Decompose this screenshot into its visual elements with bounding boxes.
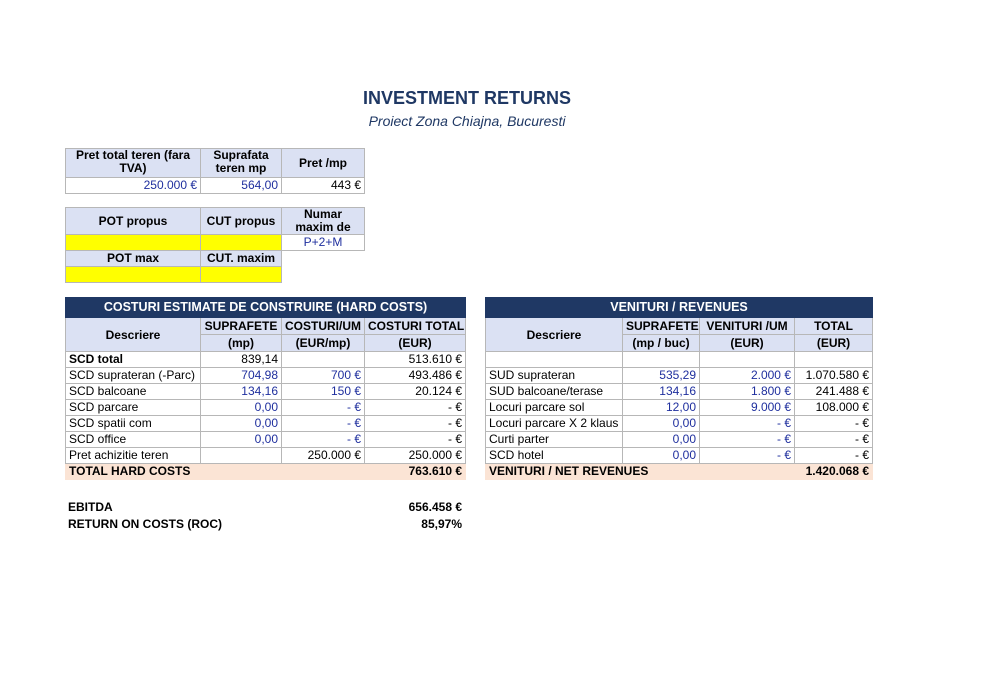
rev-area[interactable]: 0,00 (623, 432, 700, 448)
empty-cell (282, 251, 365, 267)
cut-maxim-header: CUT. maxim (201, 251, 282, 267)
hc-header-costuri-um-unit: (EUR/mp) (282, 335, 365, 352)
rev-unit[interactable]: - € (700, 448, 795, 464)
rev-unit[interactable]: - € (700, 432, 795, 448)
table-row (486, 416, 873, 432)
land-area[interactable]: 564,00 (201, 178, 282, 194)
table-row (66, 432, 466, 448)
hc-desc: Pret achizitie teren (66, 448, 201, 464)
hc-header-descriere: Descriere (66, 318, 201, 352)
table-row (66, 368, 466, 384)
hc-total[interactable]: 493.486 € (365, 368, 466, 384)
hc-unit[interactable]: 700 € (282, 368, 365, 384)
hc-area[interactable]: 0,00 (201, 432, 282, 448)
rev-desc (486, 352, 623, 368)
rev-unit[interactable]: 9.000 € (700, 400, 795, 416)
rev-total-label: VENITURI / NET REVENUES (486, 464, 795, 480)
table-row (486, 368, 873, 384)
hc-total[interactable]: 513.610 € (365, 352, 466, 368)
hc-total-value[interactable]: 763.610 € (365, 464, 466, 480)
rev-total[interactable] (795, 352, 873, 368)
ebitda-value[interactable]: 656.458 € (408, 500, 462, 514)
hc-area[interactable]: 0,00 (201, 416, 282, 432)
hc-header-costuri-um: COSTURI/UM (282, 318, 365, 335)
rev-area[interactable]: 0,00 (623, 448, 700, 464)
rev-total[interactable]: 1.070.580 € (795, 368, 873, 384)
rev-total[interactable]: - € (795, 432, 873, 448)
summary-table (65, 499, 465, 533)
hc-desc: SCD spatii com (66, 416, 201, 432)
pot-max-header: POT max (66, 251, 201, 267)
hc-unit[interactable] (282, 352, 365, 368)
rev-desc: Locuri parcare X 2 klaus (486, 416, 623, 432)
roc-value[interactable]: 85,97% (421, 517, 462, 531)
rev-header-total-unit: (EUR) (795, 335, 873, 352)
rev-desc: SUD suprateran (486, 368, 623, 384)
pot-propus-header: POT propus (66, 208, 201, 235)
regim-inaltime-value[interactable]: P+2+M (282, 235, 365, 251)
table-row (486, 448, 873, 464)
hc-unit[interactable]: 250.000 € (282, 448, 365, 464)
pot-propus-input[interactable] (66, 235, 201, 251)
rev-total[interactable]: 241.488 € (795, 384, 873, 400)
table-row (66, 352, 466, 368)
table-row (66, 400, 466, 416)
hc-area[interactable]: 0,00 (201, 400, 282, 416)
table-row (66, 416, 466, 432)
rev-total-row (486, 464, 873, 480)
cut-maxim-input[interactable] (201, 267, 282, 283)
rev-header-suprafete: SUPRAFETE (623, 318, 700, 335)
hc-total[interactable]: - € (365, 400, 466, 416)
land-header-area: Suprafata teren mp (201, 149, 282, 178)
land-header-price-per-mp: Pret /mp (282, 149, 365, 178)
hard-costs-table (65, 297, 466, 480)
hc-unit[interactable]: - € (282, 416, 365, 432)
rev-area[interactable]: 535,29 (623, 368, 700, 384)
hc-area[interactable] (201, 448, 282, 464)
rev-total[interactable]: - € (795, 448, 873, 464)
hc-area[interactable]: 134,16 (201, 384, 282, 400)
hc-header-suprafete: SUPRAFETE (201, 318, 282, 335)
hc-total[interactable]: - € (365, 416, 466, 432)
rev-area[interactable]: 12,00 (623, 400, 700, 416)
rev-total[interactable]: 108.000 € (795, 400, 873, 416)
rev-area[interactable]: 0,00 (623, 416, 700, 432)
page-title: INVESTMENT RETURNS (362, 88, 571, 108)
rev-header-descriere: Descriere (486, 318, 623, 352)
hc-unit[interactable]: - € (282, 432, 365, 448)
table-row (486, 400, 873, 416)
hc-total-label: TOTAL HARD COSTS (66, 464, 365, 480)
hc-desc: SCD parcare (66, 400, 201, 416)
ebitda-label: EBITDA (68, 500, 113, 514)
hc-total[interactable]: - € (365, 432, 466, 448)
rev-area[interactable] (623, 352, 700, 368)
hc-desc: SCD balcoane (66, 384, 201, 400)
hard-costs-title: COSTURI ESTIMATE DE CONSTRUIRE (HARD COSTS) (66, 298, 466, 318)
hc-area[interactable]: 839,14 (201, 352, 282, 368)
hc-total[interactable]: 20.124 € (365, 384, 466, 400)
table-row (486, 432, 873, 448)
rev-unit[interactable] (700, 352, 795, 368)
land-total-price[interactable]: 250.000 € (66, 178, 201, 194)
rev-header-suprafete-unit: (mp / buc) (623, 335, 700, 352)
rev-header-venituri-um-unit: (EUR) (700, 335, 795, 352)
rev-desc: Curti parter (486, 432, 623, 448)
rev-header-venituri-um: VENITURI /UM (700, 318, 795, 335)
rev-desc: SUD balcoane/terase (486, 384, 623, 400)
rev-header-total: TOTAL (795, 318, 873, 335)
hc-header-costuri-total-unit: (EUR) (365, 335, 466, 352)
hc-desc: SCD office (66, 432, 201, 448)
rev-area[interactable]: 134,16 (623, 384, 700, 400)
pot-max-input[interactable] (66, 267, 201, 283)
cut-propus-header: CUT propus (201, 208, 282, 235)
page-subtitle: Proiect Zona Chiajna, Bucuresti (368, 113, 566, 129)
land-price-per-mp[interactable]: 443 € (282, 178, 365, 194)
hc-total-row (66, 464, 466, 480)
hc-unit[interactable]: 150 € (282, 384, 365, 400)
revenues-title: VENITURI / REVENUES (486, 298, 873, 318)
table-row (66, 448, 466, 464)
rev-total[interactable]: - € (795, 416, 873, 432)
land-header-total-price: Pret total teren (fara TVA) (66, 149, 201, 178)
rev-unit[interactable]: - € (700, 416, 795, 432)
empty-cell (282, 267, 365, 283)
table-row (486, 384, 873, 400)
hc-desc: SCD total (66, 352, 201, 368)
hc-desc: SCD suprateran (-Parc) (66, 368, 201, 384)
roc-label: RETURN ON COSTS (ROC) (68, 517, 222, 531)
hc-header-suprafete-unit: (mp) (201, 335, 282, 352)
numar-maxim-header: Numar maxim de (282, 208, 365, 235)
land-price-table (65, 148, 365, 194)
table-row (486, 352, 873, 368)
rev-total-value[interactable]: 1.420.068 € (795, 464, 873, 480)
hc-area[interactable]: 704,98 (201, 368, 282, 384)
hc-header-costuri-total: COSTURI TOTAL (365, 318, 466, 335)
hc-unit[interactable]: - € (282, 400, 365, 416)
table-row (66, 384, 466, 400)
hc-total[interactable]: 250.000 € (365, 448, 466, 464)
cut-propus-input[interactable] (201, 235, 282, 251)
rev-desc: Locuri parcare sol (486, 400, 623, 416)
revenues-table (485, 297, 873, 480)
rev-unit[interactable]: 1.800 € (700, 384, 795, 400)
rev-desc: SCD hotel (486, 448, 623, 464)
rev-unit[interactable]: 2.000 € (700, 368, 795, 384)
pot-cut-table (65, 207, 365, 283)
